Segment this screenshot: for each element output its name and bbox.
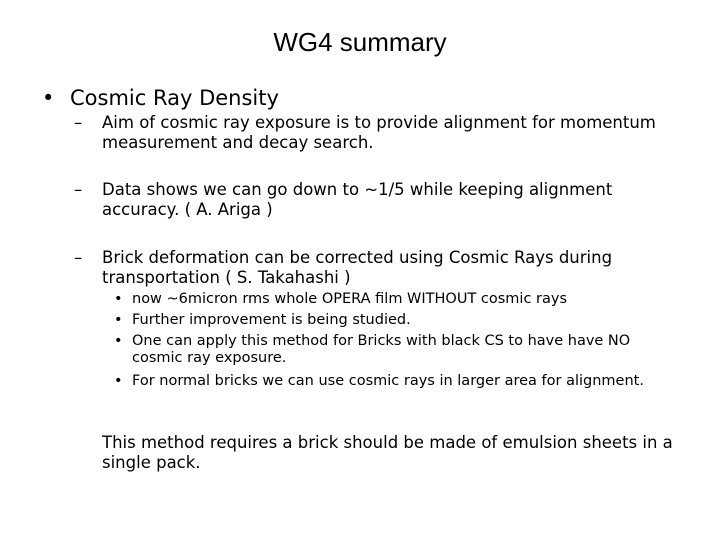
list-item	[74, 180, 672, 220]
closing-note: This method requires a brick should be made of emulsion sheets in a single pack.	[102, 433, 673, 472]
sub-list-item	[114, 312, 684, 329]
sub-list-item-text: For normal bricks we can use cosmic rays in larger area for alignment.	[132, 373, 644, 389]
bullet-marker: •	[42, 86, 55, 110]
list-item	[74, 113, 672, 153]
sub-list-item-text: One can apply this method for Bricks with black CS to have have NO cosmic ray exposure.	[132, 333, 631, 366]
list-item-text: Data shows we can go down to ~1/5 while keeping alignment accuracy. ( A. Ariga )	[102, 180, 613, 219]
sub-list-item	[114, 333, 684, 367]
section-heading	[42, 85, 279, 112]
list-item	[74, 248, 672, 288]
dash-marker: –	[74, 248, 83, 267]
bullet-marker: •	[114, 312, 123, 328]
sub-list-item-text: Further improvement is being studied.	[132, 312, 411, 328]
bullet-marker: •	[114, 333, 123, 349]
dash-marker: –	[74, 113, 83, 132]
bullet-marker: •	[114, 373, 123, 389]
list-item-text: Aim of cosmic ray exposure is to provide alignment for momentum measurement and decay search.	[102, 113, 656, 152]
bullet-marker: •	[114, 291, 123, 307]
sub-list-item	[114, 291, 684, 308]
list-item-text: Brick deformation can be corrected using Cosmic Rays during transportation ( S. Takahashi )	[102, 248, 613, 287]
slide-title: WG4 summary	[273, 27, 447, 57]
section-heading-text: Cosmic Ray Density	[70, 86, 279, 110]
sub-list-item	[114, 373, 684, 390]
dash-marker: –	[74, 180, 83, 199]
sub-list-item-text: now ~6micron rms whole OPERA film WITHOUT cosmic rays	[132, 291, 568, 307]
